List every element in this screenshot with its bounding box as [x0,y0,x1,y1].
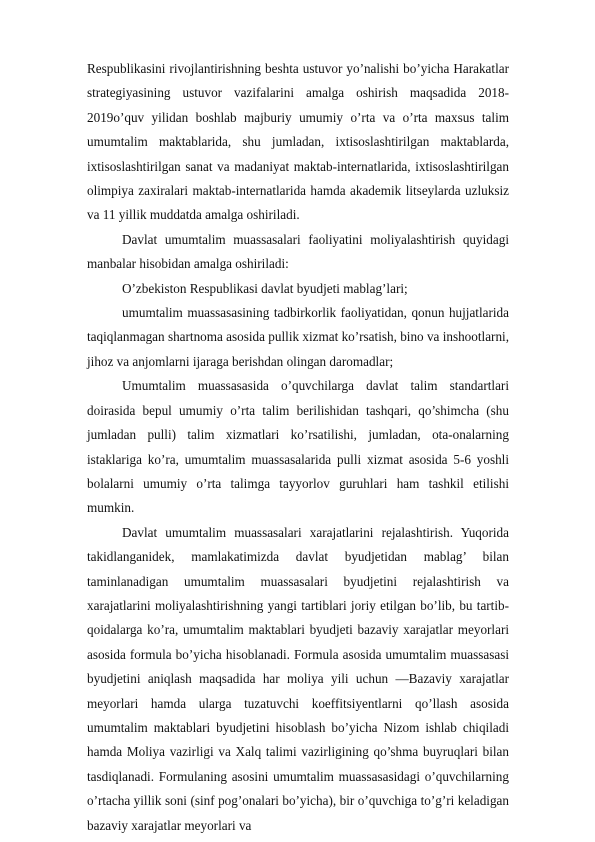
paragraph-expense-planning: Davlat umumtalim muassasalari xarajatlarini rejalashtirish. Yuqorida takidlanganidek, mamlakatimizda davlat byudjetidan mablag’ bilan taminlanadigan umumtalim muassasalari byudjetini rejalashtirish va xarajatlarini moliyalashtirishning yangi tartiblari joriy etilgan bo’lib, bu tartib-qoidalarga ko’ra, umumtalim maktablari byudjeti bazaviy xarajatlar meyorlari asosida formula bo’yicha hisoblanadi. Formula asosida umumtalim muassasasi byudjetini aniqlash maqsadida har moliya yili uchun ―Bazaviy xarajatlar meyorlari hamda ularga tuzatuvchi koeffitsiyentlarni qo’llash asosida umumtalim maktablari byudjetini hisoblash bo’yicha Nizom ishlab chiqiladi hamda Moliya vazirligi va Xalq talimi vazirligining qo’shma buyruqlari bilan tasdiqlanadi. Formulaning asosini umumtalim muassasasidagi o’quvchilarning o’rtacha yillik soni (sinf pog’onalari bo’yicha), bir o’quvchiga to’g’ri keladigan bazaviy xarajatlar meyorlari va [87,524,509,833]
paragraph-goals: Respublikasini rivojlantirishning beshta ustuvor yo’nalishi bo’yicha Harakatlar strategiyasining ustuvor vazifalarini amalga oshirish maqsadida 2018-2019o’quv yilidan boshlab majburiy umumiy o’rta va o’rta maxsus talim umumtalim maktablarida, shu jumladan, ixtisoslashtirilgan maktablarda, ixtisoslashtirilgan sanat va madaniyat maktab-internatlarida, ixtisoslashtirilgan olimpiya zaxiralari maktab-internatlarida hamda akademik litseylarda uzluksiz va 11 yillik muddatda amalga oshiriladi. [87,61,509,223]
paragraph-state-budget: O’zbekiston Respublikasi davlat byudjeti mablag’lari; [122,280,408,296]
paragraph-business-income: umumtalim muassasasining tadbirkorlik faoliyatidan, qonun hujjatlarida taqiqlanmagan shartnoma asosida pullik xizmat ko’rsatish, bino va inshootlarni, jihoz va anjomlarni ijaraga berishdan olingan daromadlar; [87,305,509,369]
paragraph-funding-sources: Davlat umumtalim muassasalari faoliyatini moliyalashtirish quyidagi manbalar hisobidan amalga oshiriladi: [87,231,509,272]
paragraph-additional-services: Umumtalim muassasasida o’quvchilarga davlat talim standartlari doirasida bepul umumiy o’rta talim berilishidan tashqari, qo’shimcha (shu jumladan pulli) talim xizmatlari ko’rsatilishi, jumladan, ota-onalarning istaklariga ko’ra, umumtalim muassasalarida pulli xizmat asosida 5-6 yoshli bolalarni umumiy o’rta talimga tayyorlov guruhlari ham tashkil etilishi mumkin. [87,378,509,516]
document-page [87,57,509,838]
